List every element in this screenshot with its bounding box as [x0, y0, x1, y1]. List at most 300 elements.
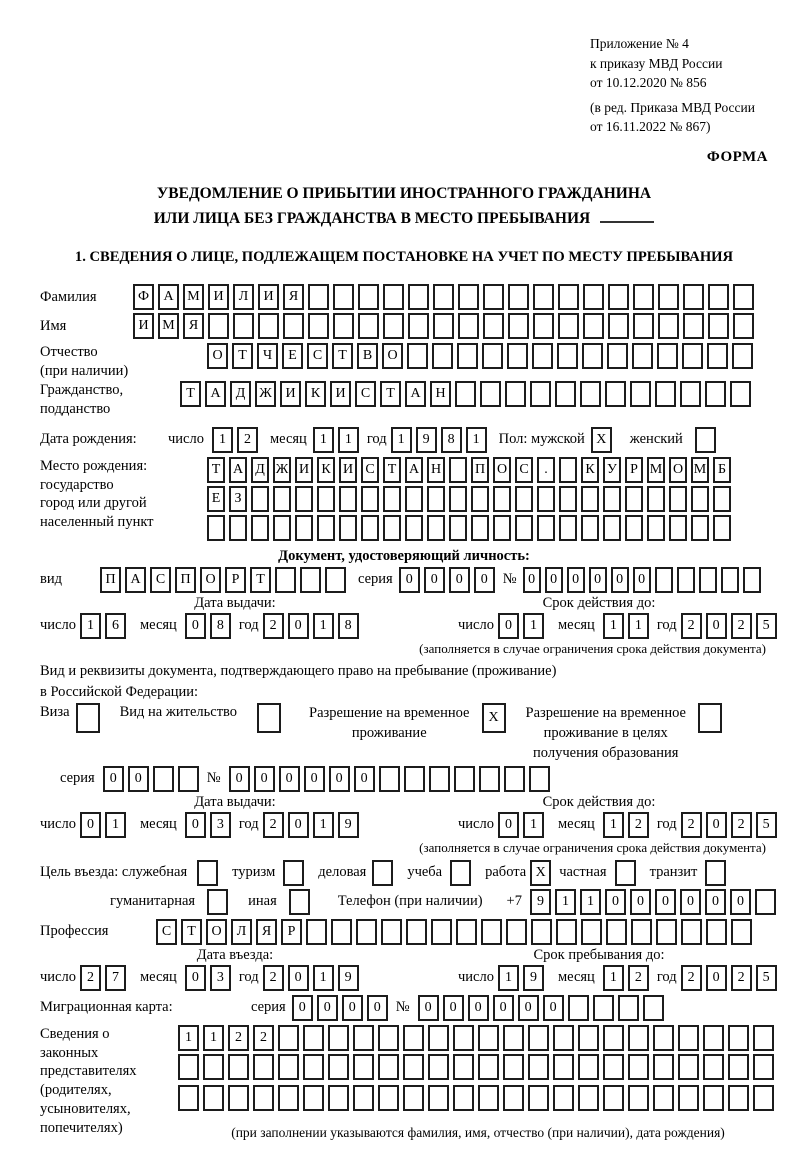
- char-cell: 1: [580, 889, 601, 915]
- char-cell: 0: [611, 567, 629, 593]
- char-cell: 1: [466, 427, 487, 453]
- char-cell: [753, 1025, 774, 1051]
- char-cell: [553, 1085, 574, 1111]
- char-cell: 1: [603, 613, 624, 639]
- entry-dates-header: [40, 947, 768, 964]
- char-cell: [707, 343, 728, 369]
- char-cell: [453, 1054, 474, 1080]
- char-cell: 1: [523, 613, 544, 639]
- char-cell: 0: [128, 766, 149, 792]
- char-cell: 1: [212, 427, 233, 453]
- birthplace-cells-2: [207, 486, 735, 512]
- char-cell: Ж: [273, 457, 291, 483]
- permit-issue-date-group: [40, 812, 430, 838]
- char-cell: [331, 919, 352, 945]
- purpose-private-checkbox: [615, 860, 636, 886]
- char-cell: Н: [430, 381, 451, 407]
- char-cell: [178, 1054, 199, 1080]
- year-label: год: [238, 617, 259, 634]
- char-cell: 0: [317, 995, 338, 1021]
- char-cell: [278, 1025, 299, 1051]
- char-cell: 0: [342, 995, 363, 1021]
- char-cell: [691, 515, 709, 541]
- guardians-row: [40, 1025, 768, 1141]
- char-cell: [273, 515, 291, 541]
- char-cell: [507, 343, 528, 369]
- order-line: к приказу МВД России: [590, 55, 723, 71]
- char-cell: 0: [518, 995, 539, 1021]
- char-cell: 0: [655, 889, 676, 915]
- citizenship-row: [40, 381, 768, 419]
- char-cell: [303, 1054, 324, 1080]
- mig-number-label: №: [395, 999, 410, 1016]
- purpose-row2: [40, 889, 768, 915]
- char-cell: А: [158, 284, 179, 310]
- char-cell: [153, 766, 174, 792]
- char-cell: [353, 1025, 374, 1051]
- char-cell: 0: [523, 567, 541, 593]
- char-cell: [669, 486, 687, 512]
- purpose-study-checkbox: [450, 860, 471, 886]
- char-cell: [733, 284, 754, 310]
- forma-label: ФОРМА: [706, 148, 768, 165]
- char-cell: 0: [229, 766, 250, 792]
- char-cell: [553, 1054, 574, 1080]
- char-cell: [603, 1025, 624, 1051]
- entry-month-cells: [185, 965, 235, 991]
- stay-year-cells: [681, 965, 781, 991]
- char-cell: 0: [254, 766, 275, 792]
- char-cell: И: [258, 284, 279, 310]
- char-cell: [581, 486, 599, 512]
- char-cell: 1: [338, 427, 359, 453]
- char-cell: [403, 1054, 424, 1080]
- char-cell: 1: [523, 812, 544, 838]
- char-cell: Р: [625, 457, 643, 483]
- char-cell: П: [100, 567, 121, 593]
- year-label: год: [238, 969, 259, 986]
- char-cell: Т: [250, 567, 271, 593]
- doc-series-cells: [399, 567, 499, 593]
- permit-type-row: [40, 703, 768, 764]
- char-cell: [383, 313, 404, 339]
- char-cell: [578, 1085, 599, 1111]
- char-cell: [533, 284, 554, 310]
- char-cell: [404, 766, 425, 792]
- char-cell: [449, 515, 467, 541]
- char-cell: [553, 1025, 574, 1051]
- purpose-work-checkbox: X: [530, 860, 551, 886]
- char-cell: 2: [263, 812, 284, 838]
- char-cell: [278, 1054, 299, 1080]
- char-cell: [703, 1054, 724, 1080]
- char-cell: [483, 313, 504, 339]
- char-cell: [680, 381, 701, 407]
- char-cell: Т: [380, 381, 401, 407]
- char-cell: [273, 486, 291, 512]
- char-cell: [458, 284, 479, 310]
- month-label: месяц: [139, 617, 177, 634]
- char-cell: [449, 457, 467, 483]
- permit-valid-header: Срок действия до:: [542, 793, 656, 810]
- char-cell: [303, 1085, 324, 1111]
- permit-valid-year-cells: [681, 812, 781, 838]
- day-label: число: [458, 969, 494, 986]
- birth-year-cells: [391, 427, 491, 453]
- char-cell: С: [150, 567, 171, 593]
- month-label: месяц: [557, 617, 595, 634]
- char-cell: [556, 919, 577, 945]
- year-label: год: [366, 431, 387, 448]
- char-cell: [504, 766, 525, 792]
- char-cell: [471, 486, 489, 512]
- char-cell: [653, 1085, 674, 1111]
- char-cell: М: [647, 457, 665, 483]
- char-cell: 2: [80, 965, 101, 991]
- char-cell: [528, 1085, 549, 1111]
- char-cell: [328, 1085, 349, 1111]
- char-cell: С: [156, 919, 177, 945]
- citizenship-label: Гражданство, подданство: [40, 382, 124, 417]
- char-cell: [607, 343, 628, 369]
- purpose-other-checkbox: [289, 889, 310, 915]
- char-cell: [583, 313, 604, 339]
- doc-valid-year-cells: [681, 613, 781, 639]
- guardians-cells-1: [178, 1025, 778, 1051]
- char-cell: 2: [253, 1025, 274, 1051]
- char-cell: 1: [603, 812, 624, 838]
- char-cell: С: [515, 457, 533, 483]
- stay-until-group: [458, 965, 781, 991]
- doc-number-cells: [523, 567, 765, 593]
- char-cell: [433, 313, 454, 339]
- surname-label: Фамилия: [40, 288, 97, 305]
- day-label: число: [40, 969, 76, 986]
- char-cell: [728, 1085, 749, 1111]
- char-cell: [339, 515, 357, 541]
- char-cell: [582, 343, 603, 369]
- char-cell: [628, 1025, 649, 1051]
- char-cell: 5: [756, 965, 777, 991]
- char-cell: [669, 515, 687, 541]
- char-cell: [431, 919, 452, 945]
- char-cell: [677, 567, 695, 593]
- char-cell: 1: [203, 1025, 224, 1051]
- profession-cells: [156, 919, 756, 945]
- doc-dates-row: [40, 613, 768, 639]
- char-cell: Л: [233, 284, 254, 310]
- order-reference-block: [590, 34, 768, 137]
- birth-day-cells: [212, 427, 262, 453]
- temp-permit-checkbox: X: [482, 703, 506, 733]
- char-cell: 9: [338, 812, 359, 838]
- month-label: месяц: [269, 431, 307, 448]
- char-cell: [428, 1054, 449, 1080]
- char-cell: [581, 919, 602, 945]
- sex-female-checkbox: [695, 427, 716, 453]
- char-cell: 0: [292, 995, 313, 1021]
- residence-permit-checkbox: [257, 703, 281, 733]
- char-cell: [228, 1054, 249, 1080]
- char-cell: К: [317, 457, 335, 483]
- char-cell: 0: [367, 995, 388, 1021]
- char-cell: И: [280, 381, 301, 407]
- char-cell: [528, 1025, 549, 1051]
- char-cell: Ч: [257, 343, 278, 369]
- char-cell: 0: [80, 812, 101, 838]
- permit-valid-date-group: [458, 812, 781, 838]
- year-label: год: [238, 816, 259, 833]
- char-cell: [306, 919, 327, 945]
- char-cell: [653, 1054, 674, 1080]
- day-label: число: [458, 816, 494, 833]
- char-cell: [203, 1085, 224, 1111]
- char-cell: [378, 1025, 399, 1051]
- char-cell: [558, 284, 579, 310]
- char-cell: Т: [332, 343, 353, 369]
- char-cell: [515, 486, 533, 512]
- permit-number-label: №: [206, 770, 221, 787]
- char-cell: [657, 343, 678, 369]
- purpose-label: Цель въезда: служебная: [40, 864, 188, 881]
- char-cell: [728, 1025, 749, 1051]
- char-cell: 2: [731, 613, 752, 639]
- char-cell: О: [382, 343, 403, 369]
- char-cell: И: [208, 284, 229, 310]
- char-cell: [339, 486, 357, 512]
- char-cell: 2: [228, 1025, 249, 1051]
- permit-valid-note: (заполняется в случае ограничения срока действия документа): [419, 839, 766, 855]
- char-cell: [251, 515, 269, 541]
- char-cell: [728, 1054, 749, 1080]
- char-cell: [233, 313, 254, 339]
- char-cell: [625, 515, 643, 541]
- char-cell: 3: [210, 965, 231, 991]
- char-cell: 1: [555, 889, 576, 915]
- sex-male-label: Пол: мужской: [498, 431, 585, 448]
- edition-line2: от 16.11.2022 № 867): [590, 119, 711, 135]
- char-cell: [643, 995, 664, 1021]
- char-cell: 0: [185, 812, 206, 838]
- firstname-cells: [133, 313, 758, 339]
- char-cell: [325, 567, 346, 593]
- char-cell: 2: [628, 965, 649, 991]
- char-cell: [608, 284, 629, 310]
- char-cell: [633, 313, 654, 339]
- char-cell: И: [133, 313, 154, 339]
- char-cell: [455, 381, 476, 407]
- char-cell: [383, 486, 401, 512]
- char-cell: 0: [185, 613, 206, 639]
- char-cell: Ф: [133, 284, 154, 310]
- char-cell: [208, 313, 229, 339]
- purpose-study-label: учеба: [407, 864, 443, 881]
- char-cell: [681, 919, 702, 945]
- char-cell: Т: [180, 381, 201, 407]
- char-cell: [449, 486, 467, 512]
- char-cell: [408, 284, 429, 310]
- char-cell: [378, 1054, 399, 1080]
- char-cell: [403, 1025, 424, 1051]
- char-cell: Б: [713, 457, 731, 483]
- stay-month-cells: [603, 965, 653, 991]
- char-cell: [358, 284, 379, 310]
- char-cell: Ж: [255, 381, 276, 407]
- char-cell: [655, 567, 673, 593]
- char-cell: С: [355, 381, 376, 407]
- char-cell: 0: [468, 995, 489, 1021]
- char-cell: [678, 1054, 699, 1080]
- char-cell: [381, 919, 402, 945]
- doc-valid-note: (заполняется в случае ограничения срока действия документа): [419, 640, 766, 656]
- char-cell: Т: [207, 457, 225, 483]
- char-cell: [361, 486, 379, 512]
- char-cell: 0: [418, 995, 439, 1021]
- char-cell: [603, 515, 621, 541]
- entry-dates-row: [40, 965, 768, 991]
- permit-series-cells: [103, 766, 203, 792]
- char-cell: И: [295, 457, 313, 483]
- char-cell: [530, 381, 551, 407]
- char-cell: 5: [756, 812, 777, 838]
- char-cell: [253, 1054, 274, 1080]
- permit-number-cells: [229, 766, 554, 792]
- permit-issue-header: Дата выдачи:: [194, 793, 276, 810]
- char-cell: [427, 486, 445, 512]
- char-cell: [529, 766, 550, 792]
- day-label: число: [40, 617, 76, 634]
- purpose-business-checkbox: [372, 860, 393, 886]
- char-cell: [481, 919, 502, 945]
- char-cell: [625, 486, 643, 512]
- char-cell: 0: [103, 766, 124, 792]
- char-cell: 0: [288, 812, 309, 838]
- mig-series-label: серия: [251, 999, 286, 1016]
- visa-label: Виза: [40, 703, 70, 720]
- char-cell: [457, 343, 478, 369]
- char-cell: О: [206, 919, 227, 945]
- patronymic-label: Отчество (при наличии): [40, 344, 129, 380]
- char-cell: П: [471, 457, 489, 483]
- char-cell: [733, 313, 754, 339]
- char-cell: А: [205, 381, 226, 407]
- char-cell: 1: [603, 965, 624, 991]
- order-date-line: от 10.12.2020 № 856: [590, 75, 707, 91]
- month-label: месяц: [557, 816, 595, 833]
- citizenship-cells: [180, 381, 755, 407]
- form-title: [40, 182, 768, 232]
- char-cell: [605, 381, 626, 407]
- char-cell: 0: [399, 567, 420, 593]
- char-cell: 0: [543, 995, 564, 1021]
- char-cell: 1: [313, 613, 334, 639]
- blank-underline: [600, 207, 654, 223]
- char-cell: О: [200, 567, 221, 593]
- year-label: год: [656, 617, 677, 634]
- char-cell: [403, 1085, 424, 1111]
- birthplace-label: Место рождения: государство город или другой населенный пункт: [40, 457, 154, 531]
- year-label: год: [656, 816, 677, 833]
- char-cell: 9: [530, 889, 551, 915]
- purpose-business-label: деловая: [318, 864, 367, 881]
- permit-dates-row: [40, 812, 768, 838]
- char-cell: [658, 284, 679, 310]
- char-cell: Д: [230, 381, 251, 407]
- char-cell: [383, 515, 401, 541]
- char-cell: 1: [313, 427, 334, 453]
- char-cell: [300, 567, 321, 593]
- edu-permit-checkbox: [698, 703, 722, 733]
- profession-label: Профессия: [40, 923, 109, 940]
- char-cell: [506, 919, 527, 945]
- birthplace-row: [40, 457, 768, 546]
- char-cell: [493, 486, 511, 512]
- visa-checkbox: [76, 703, 100, 733]
- char-cell: [559, 515, 577, 541]
- char-cell: [428, 1085, 449, 1111]
- temp-permit-label: Разрешение на временное проживание: [309, 704, 470, 742]
- char-cell: 0: [545, 567, 563, 593]
- char-cell: [251, 486, 269, 512]
- char-cell: 0: [498, 613, 519, 639]
- month-label: месяц: [139, 969, 177, 986]
- birth-month-cells: [313, 427, 363, 453]
- char-cell: [405, 486, 423, 512]
- char-cell: 0: [185, 965, 206, 991]
- char-cell: 8: [441, 427, 462, 453]
- char-cell: [531, 919, 552, 945]
- char-cell: [228, 1085, 249, 1111]
- phone-prefix: +7: [506, 893, 522, 910]
- char-cell: [558, 313, 579, 339]
- char-cell: 2: [628, 812, 649, 838]
- entry-date-group: [40, 965, 430, 991]
- char-cell: 0: [589, 567, 607, 593]
- char-cell: 2: [263, 965, 284, 991]
- char-cell: Я: [183, 313, 204, 339]
- char-cell: [647, 515, 665, 541]
- char-cell: [328, 1054, 349, 1080]
- char-cell: [533, 313, 554, 339]
- char-cell: [603, 1054, 624, 1080]
- birthdate-label: Дата рождения:: [40, 431, 137, 448]
- char-cell: [658, 313, 679, 339]
- char-cell: [628, 1054, 649, 1080]
- char-cell: [721, 567, 739, 593]
- char-cell: [528, 1054, 549, 1080]
- char-cell: 9: [523, 965, 544, 991]
- birthplace-cells-1: [207, 457, 735, 483]
- char-cell: 1: [80, 613, 101, 639]
- char-cell: [503, 1025, 524, 1051]
- char-cell: В: [357, 343, 378, 369]
- char-cell: [303, 1025, 324, 1051]
- char-cell: 0: [705, 889, 726, 915]
- char-cell: [478, 1054, 499, 1080]
- char-cell: [480, 381, 501, 407]
- purpose-private-label: частная: [559, 864, 607, 881]
- birthdate-row: [40, 427, 768, 453]
- patronymic-row: [40, 343, 768, 381]
- char-cell: [678, 1025, 699, 1051]
- purpose-tourism-checkbox: [283, 860, 304, 886]
- char-cell: [353, 1054, 374, 1080]
- char-cell: С: [361, 457, 379, 483]
- char-cell: О: [207, 343, 228, 369]
- char-cell: [732, 343, 753, 369]
- appendix-line: Приложение № 4: [590, 36, 689, 51]
- day-label: число: [40, 816, 76, 833]
